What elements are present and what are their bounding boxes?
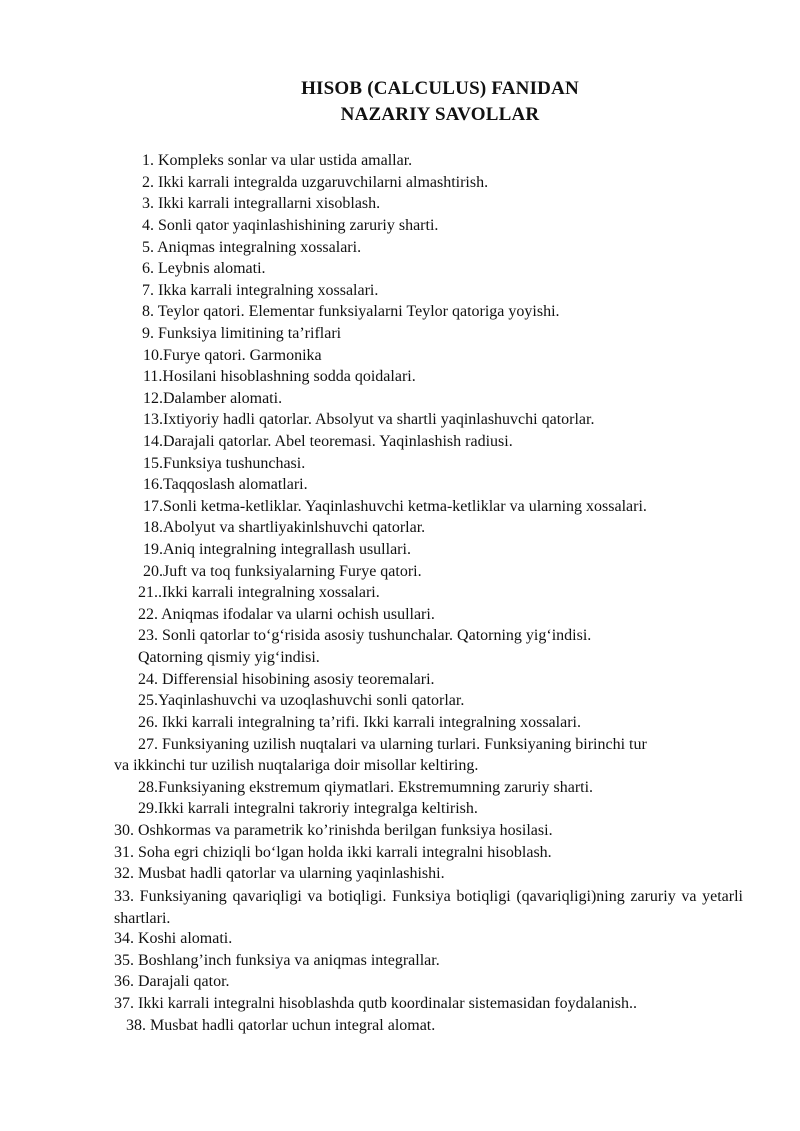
question-item: 10.Furye qatori. Garmonika bbox=[143, 347, 322, 364]
question-item: 33. Funksiyaning qavariqligi va botiqligi. Funksiya botiqligi (qavariqligi)ning zaruriy va yetarli shartlari. bbox=[114, 888, 743, 927]
question-item: 29.Ikki karrali integralni takroriy integralga keltirish. bbox=[138, 800, 478, 817]
question-item: 17.Sonli ketma-ketliklar. Yaqinlashuvchi ketma-ketliklar va ularning xossalari. bbox=[143, 498, 647, 515]
question-item: 24. Differensial hisobining asosiy teoremalari. bbox=[138, 671, 435, 688]
question-item: 21..Ikki karrali integralning xossalari. bbox=[138, 584, 380, 601]
question-item: 20.Juft va toq funksiyalarning Furye qatori. bbox=[143, 563, 422, 580]
question-item: 15.Funksiya tushunchasi. bbox=[143, 455, 306, 472]
question-item: 8. Teylor qatori. Elementar funksiyalarni Teylor qatoriga yoyishi. bbox=[142, 303, 560, 320]
question-item: 4. Sonli qator yaqinlashishining zaruriy sharti. bbox=[142, 217, 439, 234]
question-item: 25.Yaqinlashuvchi va uzoqlashuvchi sonli qatorlar. bbox=[138, 692, 465, 709]
question-item: 28.Funksiyaning ekstremum qiymatlari. Ekstremumning zaruriy sharti. bbox=[138, 779, 594, 796]
question-item: 32. Musbat hadli qatorlar va ularning yaqinlashishi. bbox=[114, 865, 445, 882]
question-item: 9. Funksiya limitining ta’riflari bbox=[142, 325, 342, 342]
question-item: 23. Sonli qatorlar to‘g‘risida asosiy tushunchalar. Qatorning yig‘indisi. bbox=[138, 627, 592, 644]
question-item: 1. Kompleks sonlar va ular ustida amallar. bbox=[142, 152, 413, 169]
question-item: 5. Aniqmas integralning xossalari. bbox=[142, 239, 362, 256]
question-item-continuation: Qatorning qismiy yig‘indisi. bbox=[138, 649, 320, 666]
question-item: 2. Ikki karrali integralda uzgaruvchilarni almashtirish. bbox=[142, 174, 489, 191]
document-title-line1: HISOB (CALCULUS) FANIDAN bbox=[301, 78, 579, 99]
document-title-line2: NAZARIY SAVOLLAR bbox=[340, 104, 540, 125]
question-item: 26. Ikki karrali integralning ta’rifi. Ikki karrali integralning xossalari. bbox=[138, 714, 581, 731]
question-item: 30. Oshkormas va parametrik ko’rinishda berilgan funksiya hosilasi. bbox=[114, 822, 553, 839]
question-item: 27. Funksiyaning uzilish nuqtalari va ularning turlari. Funksiyaning birinchi tur bbox=[138, 736, 647, 753]
question-item-continuation: va ikkinchi tur uzilish nuqtalariga doir misollar keltiring. bbox=[114, 757, 479, 774]
question-item: 14.Darajali qatorlar. Abel teoremasi. Yaqinlashish radiusi. bbox=[143, 433, 513, 450]
question-item: 36. Darajali qator. bbox=[114, 973, 230, 990]
question-item: 18.Abolyut va shartliyakinlshuvchi qatorlar. bbox=[143, 519, 426, 536]
question-item: 34. Koshi alomati. bbox=[114, 930, 233, 947]
question-item: 6. Leybnis alomati. bbox=[142, 260, 266, 277]
question-item: 22. Aniqmas ifodalar va ularni ochish usullari. bbox=[138, 606, 435, 623]
question-item: 12.Dalamber alomati. bbox=[143, 390, 283, 407]
question-item: 3. Ikki karrali integrallarni xisoblash. bbox=[142, 195, 381, 212]
question-item: 16.Taqqoslash alomatlari. bbox=[143, 476, 308, 493]
question-item: 31. Soha egri chiziqli bo‘lgan holda ikki karrali integralni hisoblash. bbox=[114, 844, 552, 861]
question-item: 13.Ixtiyoriy hadli qatorlar. Absolyut va shartli yaqinlashuvchi qatorlar. bbox=[143, 411, 595, 428]
question-item: 7. Ikka karrali integralning xossalari. bbox=[142, 282, 379, 299]
question-item: 11.Hosilani hisoblashning sodda qoidalari. bbox=[143, 368, 416, 385]
question-item: 37. Ikki karrali integralni hisoblashda qutb koordinalar sistemasidan foydalanish.. bbox=[114, 995, 637, 1012]
question-item: 38. Musbat hadli qatorlar uchun integral alomat. bbox=[126, 1017, 436, 1034]
question-item: 19.Aniq integralning integrallash usullari. bbox=[143, 541, 411, 558]
question-item: 35. Boshlang’inch funksiya va aniqmas integrallar. bbox=[114, 952, 440, 969]
